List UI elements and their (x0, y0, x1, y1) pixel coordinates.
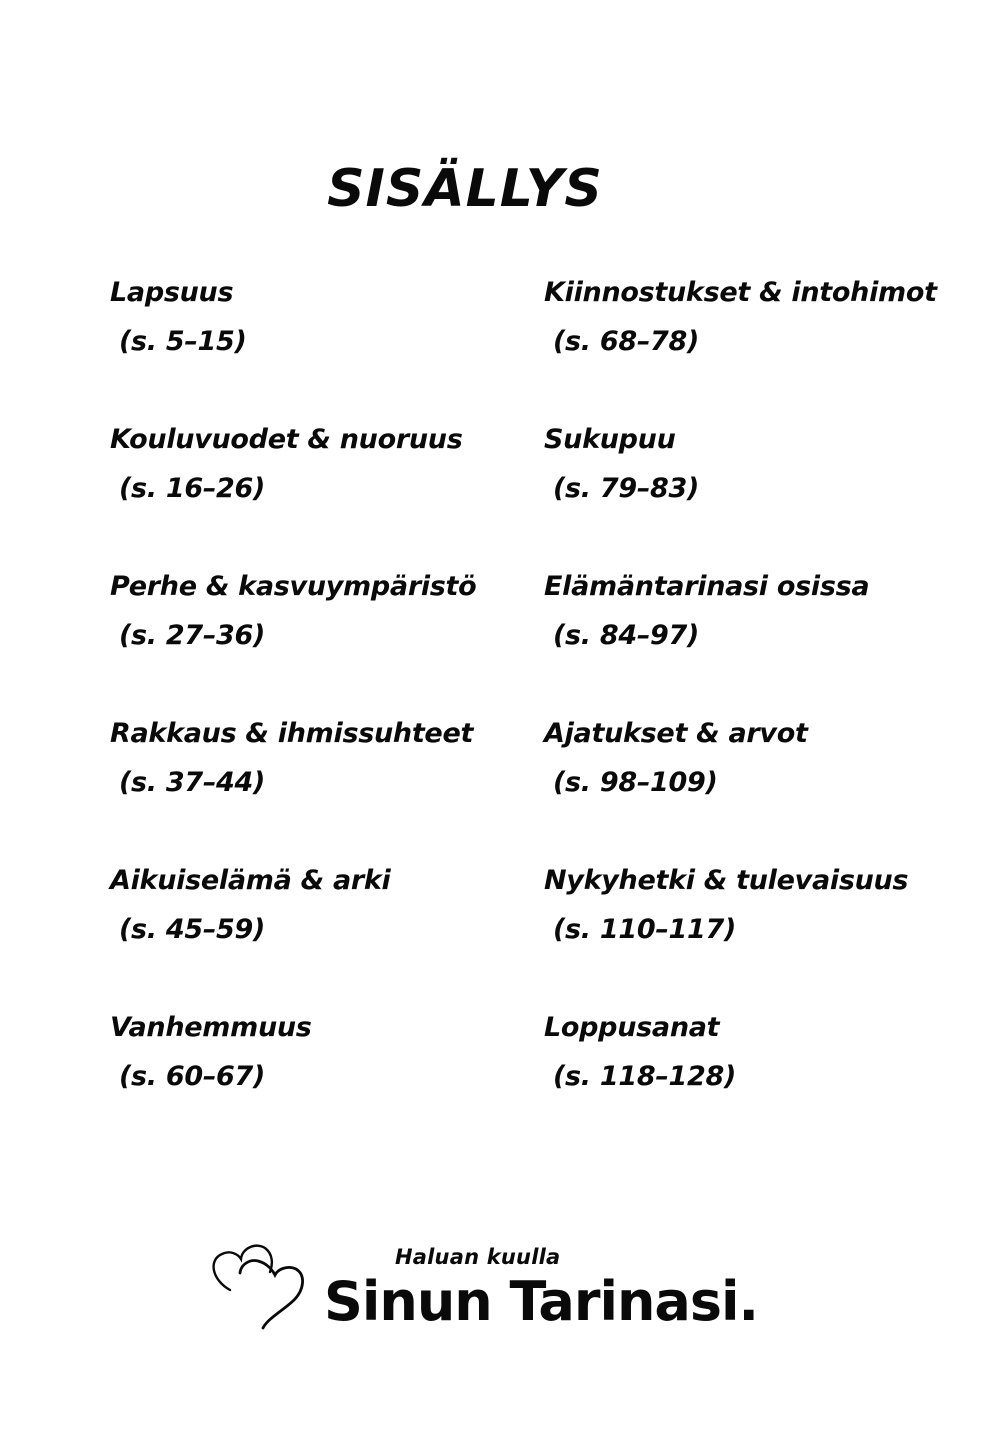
toc-entry-pages: (s. 110–117) (553, 914, 737, 945)
toc-entry-pages: (s. 45–59) (119, 914, 266, 945)
toc-entry-pages: (s. 98–109) (553, 767, 718, 798)
toc-entry-pages: (s. 27–36) (119, 620, 266, 651)
toc-entry-pages: (s. 16–26) (119, 473, 266, 504)
toc-entry (544, 268, 937, 415)
toc-entry (110, 268, 476, 415)
toc-entry (544, 709, 937, 856)
toc-entry (544, 856, 937, 1003)
toc-entry (544, 562, 937, 709)
toc-entry-pages: (s. 37–44) (119, 767, 266, 798)
toc-entry (544, 1003, 937, 1150)
toc-entry-title: Sukupuu (544, 424, 676, 455)
logo-tagline: Haluan kuulla (395, 1245, 561, 1269)
toc-entry-title: Vanhemmuus (110, 1012, 312, 1043)
toc-entry-pages: (s. 60–67) (119, 1061, 266, 1092)
toc-entry-title: Elämäntarinasi osissa (544, 571, 870, 602)
toc-entry (110, 1003, 476, 1150)
page-title: SISÄLLYS (327, 158, 603, 219)
toc-entry-title: Kouluvuodet & nuoruus (110, 424, 463, 455)
toc-column-right (544, 268, 937, 1150)
toc-entry-pages: (s. 5–15) (119, 326, 247, 357)
toc-entry (110, 415, 476, 562)
toc-entry-title: Ajatukset & arvot (544, 718, 808, 749)
toc-column-left (110, 268, 476, 1150)
toc-entry-pages: (s. 84–97) (553, 620, 700, 651)
toc-entry-title: Lapsuus (110, 277, 234, 308)
toc-entry (544, 415, 937, 562)
toc-entry-title: Loppusanat (544, 1012, 720, 1043)
toc-entry (110, 709, 476, 856)
toc-entry-title: Kiinnostukset & intohimot (544, 277, 937, 308)
two-hearts-icon (208, 1242, 308, 1332)
logo-name: Sinun Tarinasi. (324, 1270, 759, 1333)
toc-entry (110, 562, 476, 709)
brand-logo (208, 1240, 759, 1340)
toc-entry-pages: (s. 79–83) (553, 473, 700, 504)
toc-entry-title: Nykyhetki & tulevaisuus (544, 865, 909, 896)
toc-entry-pages: (s. 68–78) (553, 326, 700, 357)
toc-entry-title: Aikuiselämä & arki (110, 865, 391, 896)
toc-entry (110, 856, 476, 1003)
toc-entry-pages: (s. 118–128) (553, 1061, 737, 1092)
toc-entry-title: Perhe & kasvuympäristö (110, 571, 477, 602)
toc-entry-title: Rakkaus & ihmissuhteet (110, 718, 474, 749)
